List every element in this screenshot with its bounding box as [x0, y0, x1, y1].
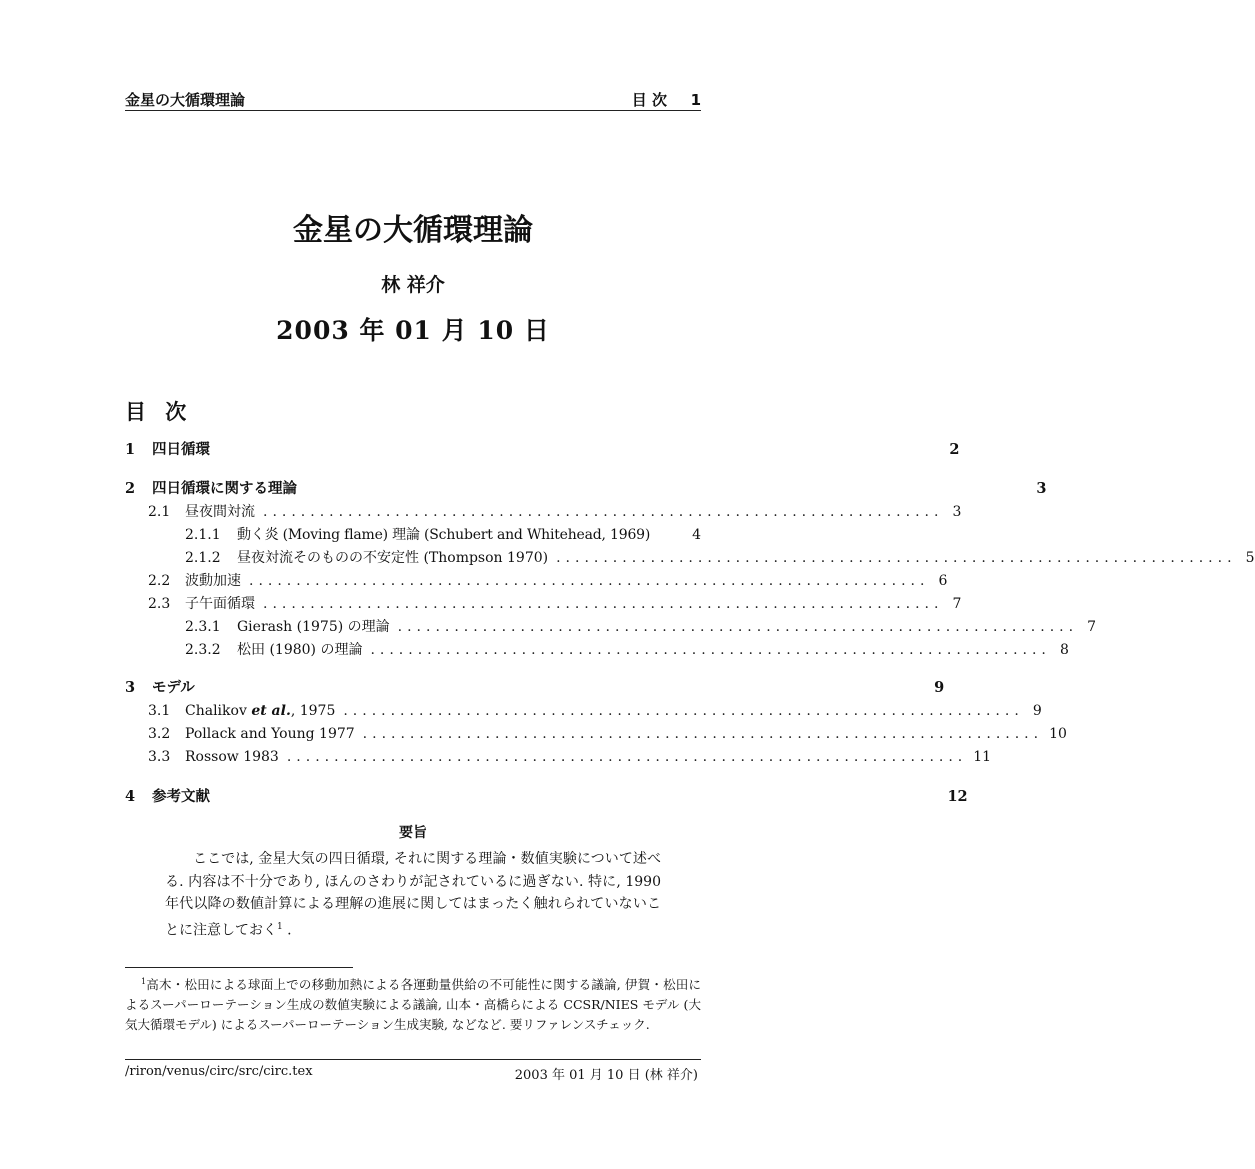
toc-number: 3: [125, 679, 136, 696]
toc-title: 松田 (1980) の理論: [237, 642, 363, 658]
toc-number: 2.1.1: [185, 527, 221, 543]
toc-leader: ........................................................................: [343, 703, 1024, 719]
toc-leader: ........................................................................: [370, 642, 1051, 658]
toc-page: 10: [1049, 726, 1067, 742]
toc-page: 9: [1032, 703, 1042, 719]
toc-page: 12: [947, 788, 968, 805]
toc-page: 2: [949, 441, 960, 458]
toc-title: [185, 700, 335, 722]
toc-title: 参考文献: [152, 789, 210, 805]
toc-title: 子午面循環: [185, 596, 255, 612]
toc-entry-2-1-2[interactable]: [185, 547, 1255, 569]
toc-entry-3-3[interactable]: [148, 746, 992, 768]
toc-number: 2.3.2: [185, 642, 221, 658]
toc-leader: ........................................................................: [286, 749, 968, 765]
toc-leader: ........................................................................: [263, 596, 944, 612]
toc-title-post: , 1975: [290, 703, 336, 719]
toc-page: 6: [938, 573, 948, 589]
toc-title: 昼夜対流そのものの不安定性 (Thompson 1970): [237, 550, 549, 566]
toc-number: 1: [125, 441, 136, 458]
abstract-body: [165, 848, 661, 942]
toc-page: 7: [1087, 619, 1097, 635]
toc-title: 動く炎 (Moving flame) 理論 (Schubert and Whitehead, 1969): [237, 527, 651, 543]
footnote: [125, 972, 701, 1035]
toc-leader: ........................................................................: [556, 550, 1237, 566]
toc-number: 3.3: [148, 749, 171, 765]
abstract-end: .: [282, 922, 292, 939]
toc-number: 3.1: [148, 703, 171, 719]
document-title: 金星の大循環理論: [293, 213, 533, 248]
toc-entry-2-1-1[interactable]: [185, 524, 701, 546]
running-header-section-label: 目 次: [631, 91, 667, 109]
toc-page: 9: [934, 679, 945, 696]
toc-number: 2.3.1: [185, 619, 221, 635]
footer-rule: [125, 1059, 701, 1060]
toc-entry-2-2[interactable]: [148, 570, 948, 592]
toc-title: 昼夜間対流: [185, 504, 255, 520]
toc-entry-2-3-1[interactable]: [185, 616, 1097, 638]
toc-title-emphasis: et al.: [251, 703, 291, 719]
toc-number: 4: [125, 788, 136, 805]
toc-entry-2-3-2[interactable]: [185, 639, 1069, 661]
toc-page: 8: [1059, 642, 1069, 658]
toc-entry-3-1[interactable]: [148, 700, 1042, 722]
toc-number: 2.1.2: [185, 550, 221, 566]
toc-number: 2.2: [148, 573, 171, 589]
footnote-rule: [125, 967, 353, 968]
toc-page: 4: [692, 527, 701, 543]
toc-entry-1[interactable]: [125, 439, 960, 461]
toc-leader: ........................................................................: [249, 573, 930, 589]
toc-page: 3: [1036, 480, 1047, 497]
toc-title: 波動加速: [185, 573, 241, 589]
toc-title: 四日循環: [152, 442, 210, 458]
toc-entry-3-2[interactable]: [148, 723, 1067, 745]
toc-entry-3[interactable]: [125, 677, 945, 699]
document-author: 林 祥介: [381, 274, 445, 296]
toc-title: Pollack and Young 1977: [185, 726, 355, 742]
toc-page: 3: [952, 504, 962, 520]
abstract-text: ここでは, 金星大気の四日循環, それに関する理論・数値実験について述べる. 内容は不十分であり, ほんのさわりが記されているに過ぎない. 特に, 1990 年代以降の数値計算による理解の進展に関してはまったく触れられていないことに注意しておく: [165, 851, 661, 939]
toc-number: 2.1: [148, 504, 171, 520]
footer-date-author: 2003 年 01 月 10 日 (林 祥介): [514, 1068, 698, 1083]
abstract-heading: 要旨: [399, 825, 427, 841]
toc-page: 11: [973, 749, 992, 765]
toc-leader: ........................................................................: [362, 726, 1044, 742]
toc-heading: 目 次: [125, 400, 193, 424]
toc-entry-2[interactable]: [125, 478, 1047, 500]
toc-page: 5: [1245, 550, 1255, 566]
toc-title: Rossow 1983: [185, 749, 279, 765]
toc-number: 2.3: [148, 596, 171, 612]
header-rule: [125, 110, 701, 111]
footer-path: /riron/venus/circ/src/circ.tex: [125, 1064, 313, 1079]
toc-leader: ........................................................................: [397, 619, 1079, 635]
toc-number: 3.2: [148, 726, 171, 742]
toc-title: モデル: [152, 680, 195, 696]
running-header-title: 金星の大循環理論: [125, 91, 246, 109]
toc-number: 2: [125, 480, 136, 497]
toc-entry-4[interactable]: [125, 786, 968, 808]
running-header-page-number: 1: [690, 91, 701, 109]
footnote-mark: 1: [141, 977, 147, 986]
toc-title: Gierash (1975) の理論: [237, 619, 390, 635]
toc-title-pre: Chalikov: [185, 703, 252, 719]
footnote-reference[interactable]: 1: [277, 921, 283, 932]
toc-entry-2-3[interactable]: [148, 593, 962, 615]
running-header-section: [632, 89, 701, 110]
footnote-text: 高木・松田による球面上での移動加熱による各運動量供給の不可能性に関する議論, 伊賀・松田によるスーパーローテーション生成の数値実験による議論, 山本・高橋らによる CCSR/NIES モデル (大気大循環モデル) によるスーパーローテーション生成実験, などなど. 要リファレンスチェック.: [125, 977, 701, 1033]
toc-leader: ........................................................................: [263, 504, 944, 520]
toc-title: 四日循環に関する理論: [152, 481, 297, 497]
document-date: 2003 年 01 月 10 日: [276, 316, 550, 345]
toc-page: 7: [952, 596, 962, 612]
toc-entry-2-1[interactable]: [148, 501, 962, 523]
